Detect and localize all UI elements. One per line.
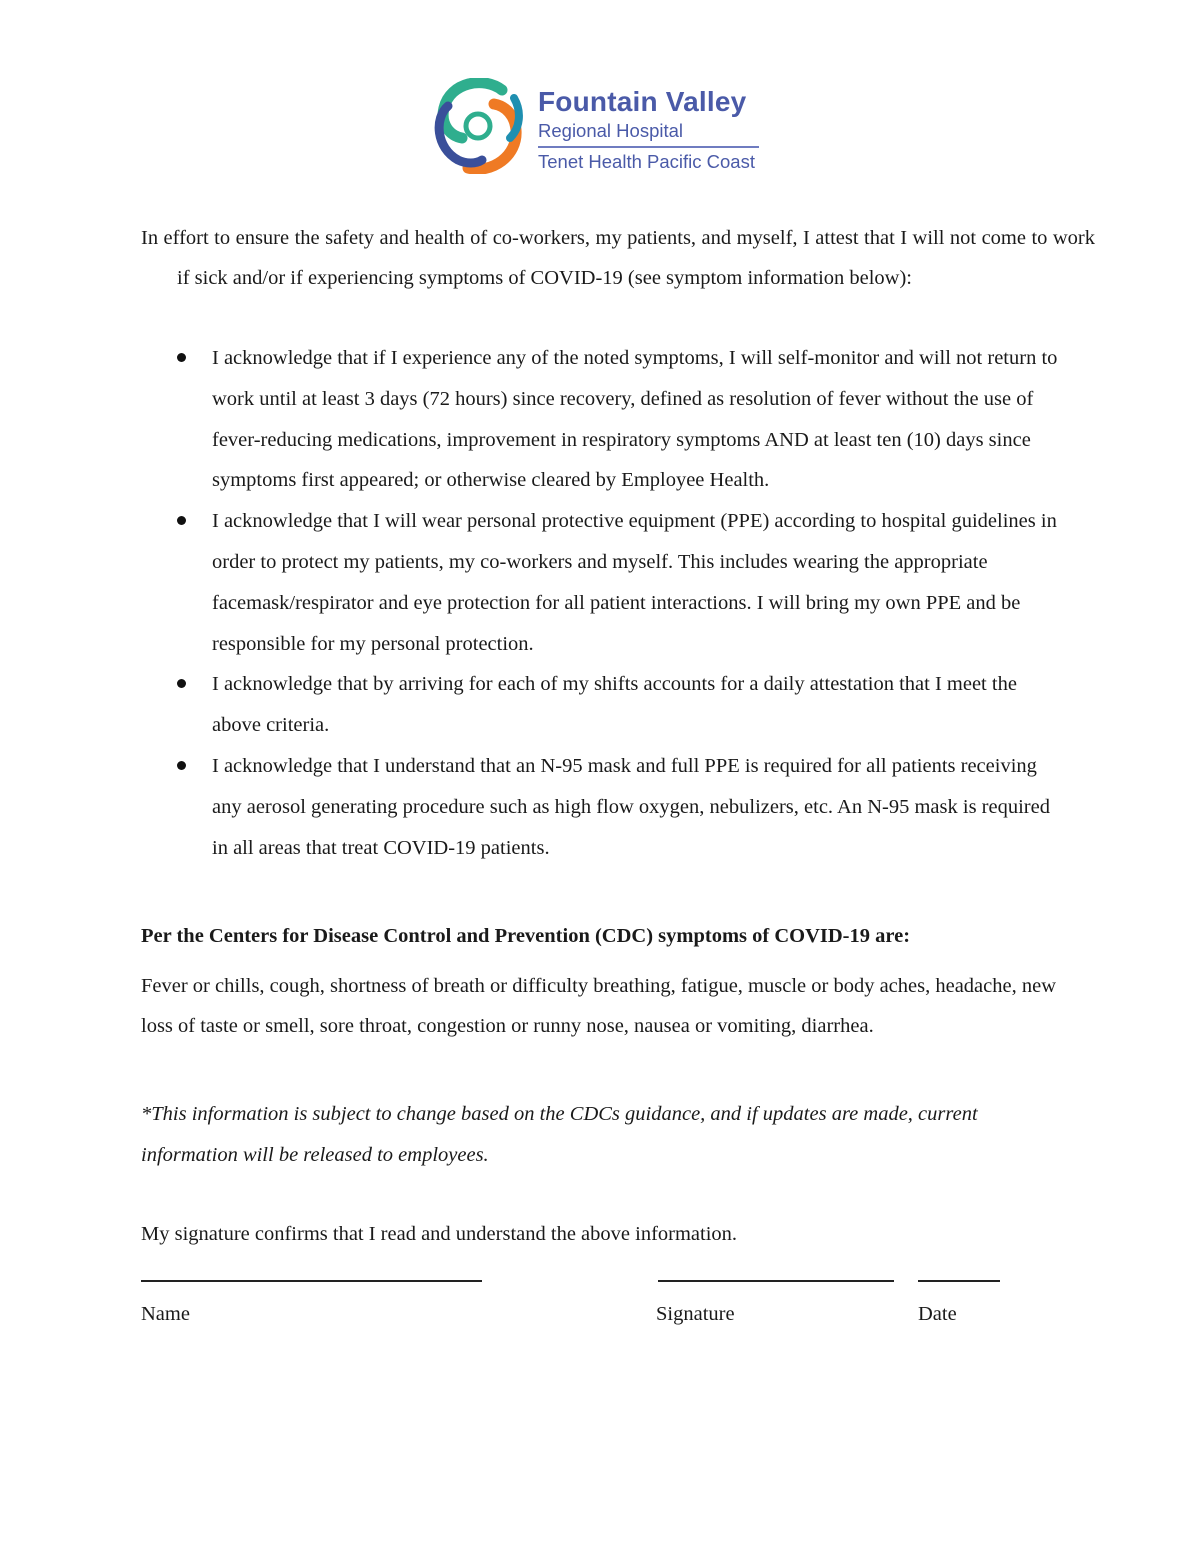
acknowledgement-item [177,746,1059,868]
symptom-list-text: Fever or chills, cough, shortness of breath or difficulty breathing, fatigue, muscle or body aches, headache, new loss of taste or smell, sore throat, congestion or runny nose, nausea or vomiting, diarrhea. [141,975,1057,1037]
acknowledgement-list [177,338,1059,868]
acknowledgement-text: I acknowledge that I understand that an N-95 mask and full PPE is required for all patients receiving any aerosol generating procedure such as high flow oxygen, nebulizers, etc. An N-95 mask is required in all areas that treat COVID-19 patients. [212,754,1050,859]
acknowledgement-text: I acknowledge that if I experience any of the noted symptoms, I will self-monitor and will not return to work until at least 3 days (72 hours) since recovery, defined as resolution of fever without the use of fever-reducing medications, improvement in respiratory symptoms AND at least ten (10) days since symptoms first appeared; or otherwise cleared by Employee Health. [212,347,1058,492]
date-line[interactable] [918,1280,1000,1282]
bullet-icon [177,353,186,362]
date-label: Date [918,1303,957,1325]
hospital-logo [432,78,772,178]
name-label: Name [141,1303,190,1325]
logo-network: Tenet Health Pacific Coast [538,151,755,172]
bullet-icon [177,761,186,770]
acknowledgement-item [177,664,1059,746]
bullet-icon [177,679,186,688]
signature-label: Signature [656,1303,735,1325]
logo-wordmark [538,86,759,173]
hospital-emblem-icon [432,78,524,174]
bullet-icon [177,516,186,525]
logo-hospital-subtitle: Regional Hospital [538,120,684,141]
logo-divider [538,146,759,148]
intro-paragraph: In effort to ensure the safety and health of co-workers, my patients, and myself, I attest that I will not come to work if sick and/or if experiencing symptoms of COVID-19 (see symptom information below): [141,227,1095,289]
acknowledgement-item [177,501,1059,664]
signature-line[interactable] [658,1280,894,1282]
signature-confirmation: My signature confirms that I read and understand the above information. [141,1223,738,1245]
name-line[interactable] [141,1280,482,1282]
acknowledgement-item [177,338,1059,501]
cdc-heading: Per the Centers for Disease Control and Prevention (CDC) symptoms of COVID-19 are: [141,925,911,947]
disclaimer-note: *This information is subject to change based on the CDCs guidance, and if updates are made, current information will be released to employees. [141,1103,978,1166]
logo-hospital-name: Fountain Valley [538,86,747,117]
acknowledgement-text: I acknowledge that I will wear personal protective equipment (PPE) according to hospital guidelines in order to protect my patients, my co-workers and myself. This includes wearing the appropriate facemask/respirator and eye protection for all patient interactions. I will bring my own PPE and be responsible for my personal protection. [212,510,1057,655]
acknowledgement-text: I acknowledge that by arriving for each of my shifts accounts for a daily attestation that I meet the above criteria. [212,673,1017,737]
